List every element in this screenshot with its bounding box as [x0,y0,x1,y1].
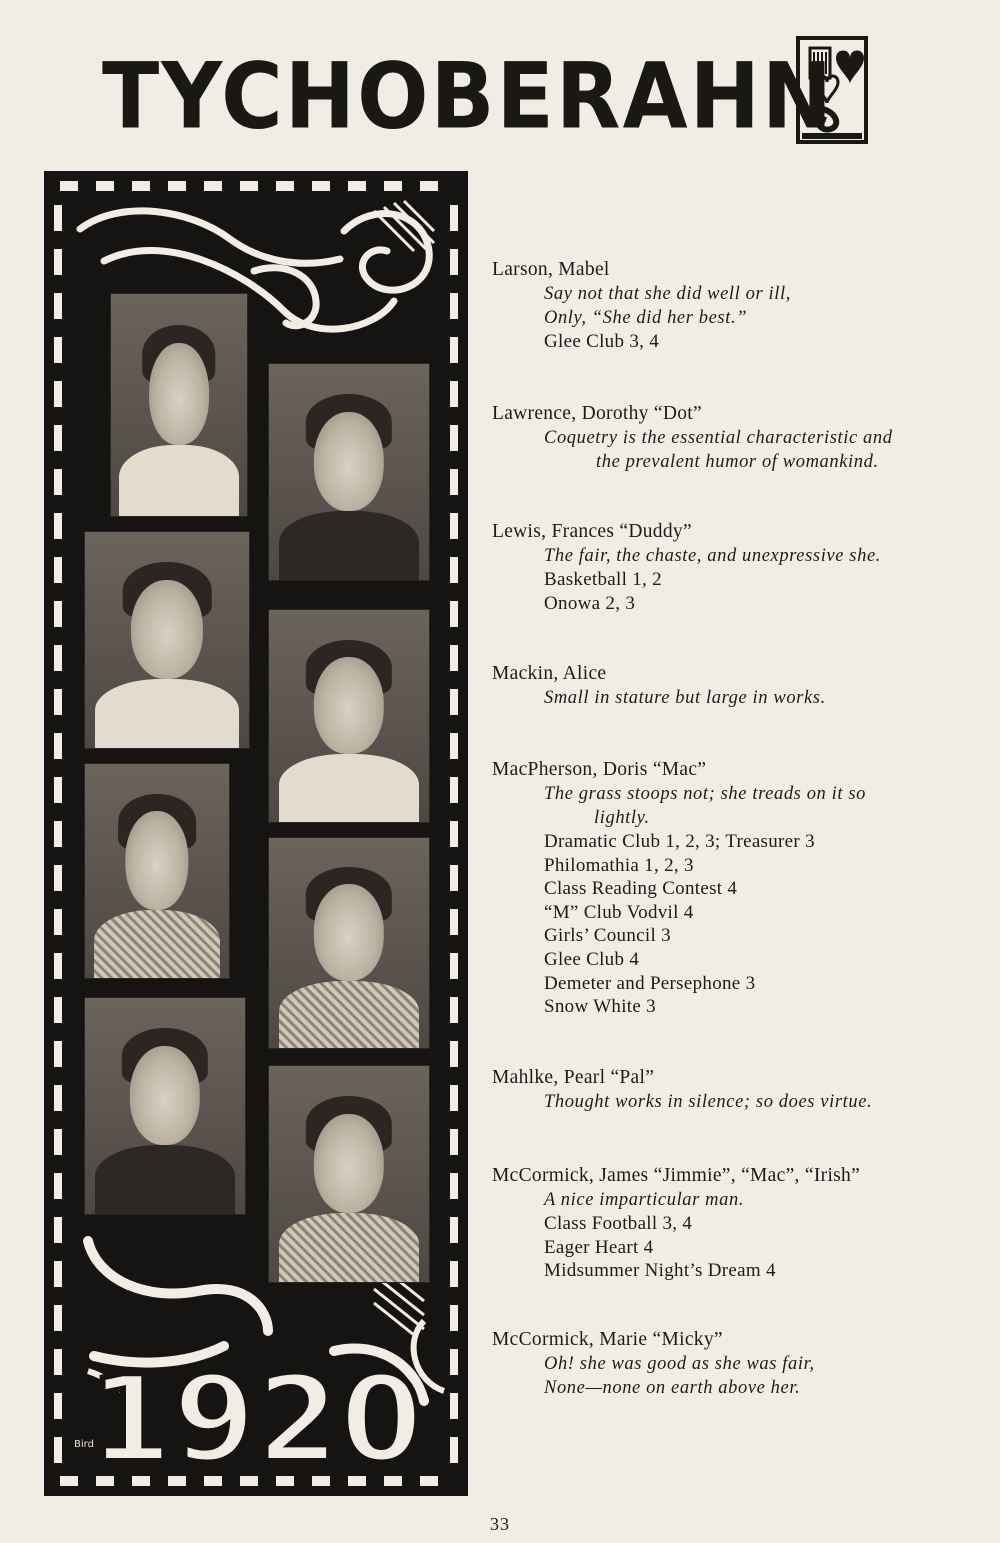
masthead [90,32,880,149]
entry-name: McCormick, James “Jimmie”, “Mac”, “Irish” [492,1165,861,1186]
entry-activity: Girls’ Council 3 [544,925,671,947]
entry-mackin [492,662,962,710]
entry-quote-line: Small in stature but large in works. [544,688,826,708]
entry-name: MacPherson, Doris “Mac” [492,759,707,780]
portrait-photo [84,531,250,749]
entry-quote-line: lightly. [594,808,650,828]
entry-macpherson [492,758,962,1019]
entry-mccormick-marie [492,1328,962,1400]
entry-name: Larson, Mabel [492,259,610,280]
entry-quote-line: The fair, the chaste, and unexpressive she. [544,546,881,566]
masthead-title: TYCHOBERAHN [102,43,835,149]
portrait-photo [268,609,430,823]
entry-activity: Class Football 3, 4 [544,1213,693,1234]
entry-quote-line: Oh! she was good as she was fair, [544,1354,815,1374]
portrait-photo [110,293,248,517]
portrait-photo [268,363,430,581]
entry-activity: Class Reading Contest 4 [544,878,738,900]
entry-larson [492,258,962,354]
entry-name: Mahlke, Pearl “Pal” [492,1067,655,1088]
portrait-photo [84,763,230,979]
entry-name: McCormick, Marie “Micky” [492,1329,723,1350]
entry-quote-line: Coquetry is the essential characteristic and [544,428,893,448]
entry-activity: “M” Club Vodvil 4 [544,901,694,923]
entry-name: Lewis, Frances “Duddy” [492,521,692,542]
entry-quote-line: Thought works in silence; so does virtue. [544,1092,873,1112]
entry-quote-line: A nice imparticular man. [544,1190,745,1210]
entry-quote-line: the prevalent humor of womankind. [596,452,879,472]
entry-mahlke [492,1066,962,1114]
entry-quote-line: None—none on earth above her. [544,1378,801,1398]
entry-quote-line: Say not that she did well or ill, [544,284,791,304]
entry-name: Mackin, Alice [492,663,607,684]
entry-activity: Midsummer Night’s Dream 4 [544,1260,776,1282]
entry-activity: Dramatic Club 1, 2, 3; Treasurer 3 [544,831,815,852]
panel-year: 1920 [89,1351,423,1490]
portrait-photo [268,1065,430,1283]
entry-mccormick-james [492,1164,962,1283]
entry-quote-line: Only, “She did her best.” [544,308,748,328]
entry-quote-line: The grass stoops not; she treads on it so [544,784,866,804]
entry-name: Lawrence, Dorothy “Dot” [492,403,702,424]
page-number: 33 [490,1514,510,1534]
heart-ornament-icon [796,36,868,144]
entry-activity: Demeter and Persephone 3 [544,972,756,994]
entry-lawrence [492,402,962,474]
portrait-photo [84,997,246,1215]
portrait-photo [268,837,430,1049]
entry-activity: Glee Club 4 [544,948,640,970]
photo-panel [44,171,468,1496]
entry-lewis [492,520,962,615]
entry-activity: Snow White 3 [544,996,656,1018]
artist-signature: Bird [74,1439,94,1450]
entry-activity: Basketball 1, 2 [544,569,662,590]
entry-activity: Glee Club 3, 4 [544,331,660,352]
entry-activity: Eager Heart 4 [544,1236,654,1258]
entry-activity: Philomathia 1, 2, 3 [544,854,694,876]
entry-activity: Onowa 2, 3 [544,592,636,614]
